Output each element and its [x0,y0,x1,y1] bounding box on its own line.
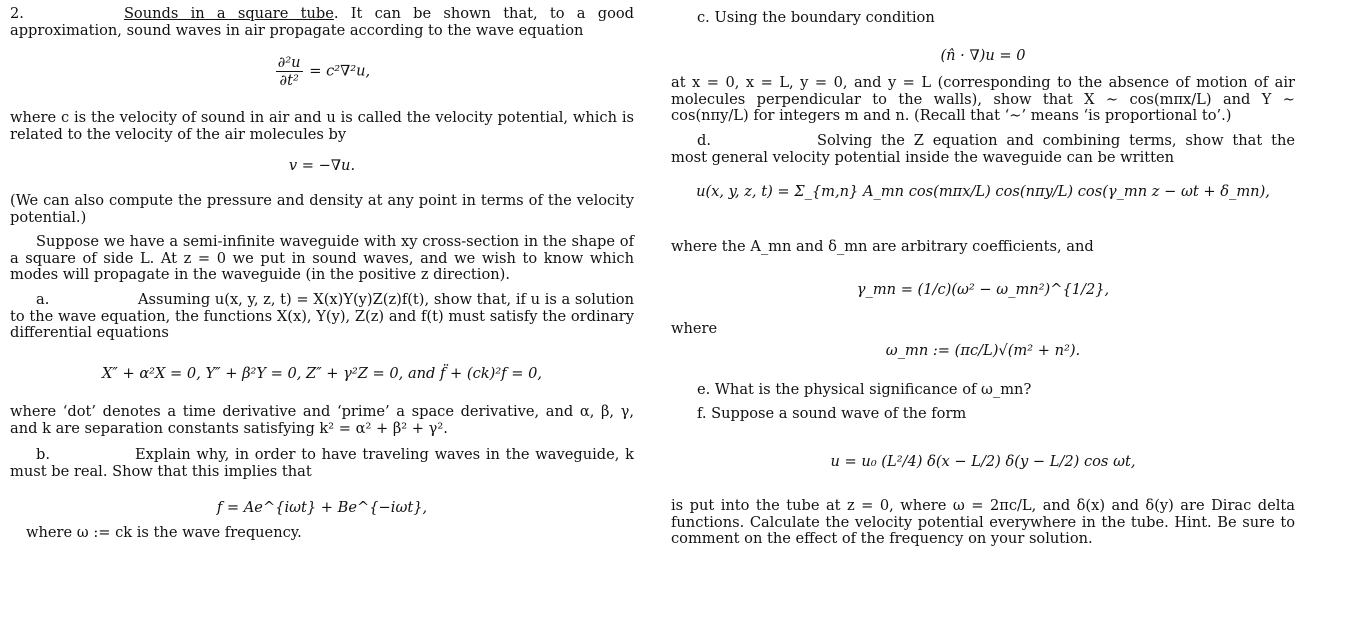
part-a [10,292,634,342]
problem-title: Sounds in a square tube [123,5,334,22]
part-d-label: d. [697,132,711,149]
coeffs-paragraph: where the A_mn and δ_mn are arbitrary coefficients, and [671,238,1094,255]
part-e: e. What is the physical significance of ω_mn? [697,381,1032,398]
part-d-text: Solving the Z equation and combining terms, show that the most general velocity potential inside the waveguide can be written [671,132,1295,166]
part-d [671,133,1295,166]
part-a-text: Assuming u(x, y, z, t) = X(x)Y(y)Z(z)f(t), show that, if u is a solution to the wave equation, the functions X(x), Y(y), Z(z) and f(t) must satisfy the ordinary differential equations [10,291,634,341]
pressure-paragraph: (We can also compute the pressure and density at any point in terms of the velocity potential.) [10,192,634,226]
eq-wave-rhs: = c²∇²u, [309,62,371,80]
where-label: where [671,320,718,337]
equation-omega-mn: ω_mn := (πc/L)√(m² + n²). [885,342,1081,359]
part-c: c. Using the boundary condition [697,9,935,26]
part-a-label: a. [36,291,50,308]
equation-gamma: γ_mn = (1/c)(ω² − ω_mn²)^{1/2}, [856,281,1110,298]
equation-wave [10,54,634,89]
velocity-paragraph: where c is the velocity of sound in air and u is called the velocity potential, which is related to the velocity of the air molecules by [10,109,634,143]
part-b-text: Explain why, in order to have traveling waves in the waveguide, k must be real. Show that this implies that [10,446,634,480]
omega-paragraph: where ω := ck is the wave frequency. [26,524,302,541]
final-paragraph: is put into the tube at z = 0, where ω = 2πc/L, and δ(x) and δ(y) are Dirac delta functions. Calculate the velocity potential everywhere in the tube. Hint. Be sure to comment on the effect of the frequency on your solution. [671,497,1295,547]
intro-text: . It can be shown that, to a good approximation, sound waves in air propagate according to the wave equation [10,5,634,39]
dot-paragraph: where ‘dot’ denotes a time derivative and ‘prime’ a space derivative, and α, β, γ, and k are separation constants satisfying k² = α² + β² + γ². [10,403,634,437]
equation-general: u(x, y, z, t) = Σ_{m,n} A_mn cos(mπx/L) cos(nπy/L) cos(γ_mn z − ωt + δ_mn), [696,183,1270,200]
boundary-paragraph: at x = 0, x = L, y = 0, and y = L (corresponding to the absence of motion of air molecules perpendicular to the walls), show that X ∼ cos(mπx/L) and Y ∼ cos(nπy/L) for integers m and n. (Recall that ‘∼’ means ‘is proportional to’.) [671,74,1295,124]
equation-wave-form: u = u₀ (L²/4) δ(x − L/2) δ(y − L/2) cos ωt, [830,453,1136,470]
part-b-label: b. [36,446,50,463]
equation-velocity: v = −∇u. [288,157,356,174]
part-f: f. Suppose a sound wave of the form [697,405,967,422]
equation-f: f = Ae^{iωt} + Be^{−iωt}, [216,499,428,516]
problem-number: 2. [10,5,24,22]
problem-intro [10,6,634,39]
part-b [10,447,634,480]
equation-odes: X″ + α²X = 0, Y″ + β²Y = 0, Z″ + γ²Z = 0, and f̈ + (ck)²f = 0, [101,365,543,382]
eq-wave-den: ∂t² [276,71,303,89]
eq-wave-num: ∂²u [277,54,301,71]
suppose-paragraph: Suppose we have a semi-infinite waveguide with xy cross-section in the shape of a square of side L. At z = 0 we put in sound waves, and we wish to know which modes will propagate in the waveguide (in the positive z direction). [10,233,634,283]
equation-boundary: (n̂ · ∇)u = 0 [940,47,1026,64]
